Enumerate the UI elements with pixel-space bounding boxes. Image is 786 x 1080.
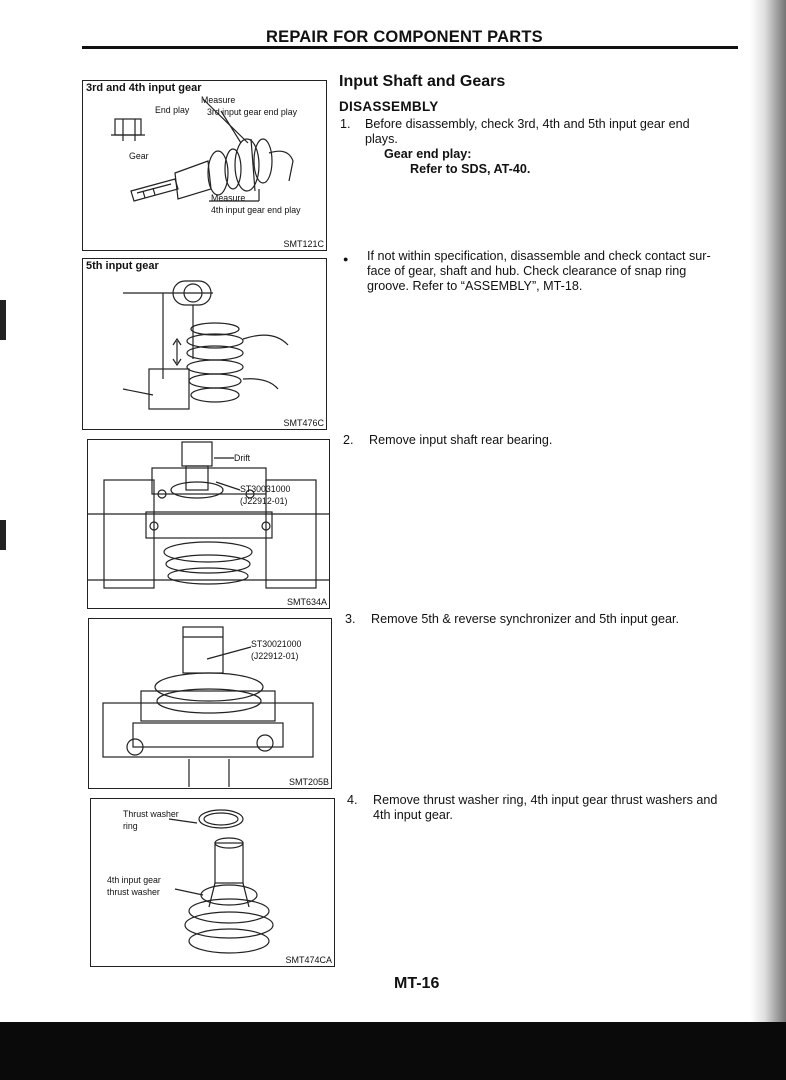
figure-3rd-4th-gear — [82, 80, 327, 251]
label-3rd-end-play: 3rd input gear end play — [207, 107, 297, 117]
step-1 — [340, 117, 740, 177]
figure-caption: 5th input gear — [86, 260, 159, 272]
step-number: 3. — [345, 612, 356, 626]
section-subtitle: DISASSEMBLY — [339, 99, 439, 114]
label-thrust-washer-2: thrust washer — [107, 887, 160, 897]
step-3 — [345, 612, 745, 627]
label-tool-alt: (J22912-01) — [240, 496, 288, 506]
spec-reference: Refer to SDS, AT-40. — [410, 162, 531, 176]
figure-code: SMT634A — [286, 597, 327, 607]
figure-code: SMT476C — [283, 418, 324, 428]
page-header-title: REPAIR FOR COMPONENT PARTS — [266, 28, 543, 46]
figure-5th-synchronizer — [88, 618, 332, 789]
label-end-play: End play — [155, 105, 190, 115]
page-number: MT-16 — [394, 975, 440, 992]
bullet-icon: ● — [343, 254, 349, 264]
step-number: 1. — [340, 117, 351, 131]
label-measure-3rd: Measure — [201, 95, 236, 105]
label-drift: Drift — [234, 453, 251, 463]
label-thrust-washer: Thrust washer — [123, 809, 179, 819]
label-ring: ring — [123, 821, 138, 831]
step-text-3: groove. Refer to “ASSEMBLY”, MT-18. — [367, 279, 583, 293]
figure-rear-bearing — [87, 439, 330, 609]
figure-illustration — [83, 259, 326, 429]
scan-bottom-band — [0, 1022, 786, 1080]
section-title: Input Shaft and Gears — [339, 73, 506, 90]
label-gear: Gear — [129, 151, 149, 161]
step-text-2: face of gear, shaft and hub. Check clearance of snap ring — [367, 264, 687, 278]
step-number: 4. — [347, 793, 358, 807]
step-text-2: 4th input gear. — [373, 808, 453, 822]
label-4th-end-play: 4th input gear end play — [211, 205, 301, 215]
label-tool-number: ST30021000 — [251, 639, 302, 649]
step-text: If not within specification, disassemble and check contact sur- — [367, 249, 711, 263]
step-4 — [347, 793, 747, 823]
label-tool-number: ST30031000 — [240, 484, 291, 494]
label-measure-4th: Measure — [211, 193, 246, 203]
header-rule — [82, 46, 738, 49]
label-4th-gear: 4th input gear — [107, 875, 161, 885]
step-text: Remove 5th & reverse synchronizer and 5th input gear. — [371, 612, 680, 626]
figure-illustration — [88, 440, 329, 608]
figure-caption: 3rd and 4th input gear — [86, 82, 202, 94]
step-text: Before disassembly, check 3rd, 4th and 5th input gear end — [365, 117, 690, 131]
figure-code: SMT121C — [283, 239, 324, 249]
step-2 — [343, 433, 743, 448]
figure-code: SMT474CA — [285, 955, 332, 965]
step-text-2: plays. — [365, 132, 398, 146]
spec-label: Gear end play: — [384, 147, 472, 161]
page-edge-shadow — [750, 0, 786, 1030]
step-number: 2. — [343, 433, 354, 447]
figure-code: SMT205B — [288, 777, 329, 787]
step-text: Remove thrust washer ring, 4th input gear thrust washers and — [373, 793, 718, 807]
scan-artifact — [0, 300, 6, 340]
scan-artifact — [0, 520, 6, 550]
label-tool-alt: (J22912-01) — [251, 651, 299, 661]
step-text: Remove input shaft rear bearing. — [369, 433, 553, 447]
figure-5th-gear — [82, 258, 327, 430]
step-bullet — [343, 249, 743, 294]
figure-thrust-washer — [90, 798, 335, 967]
